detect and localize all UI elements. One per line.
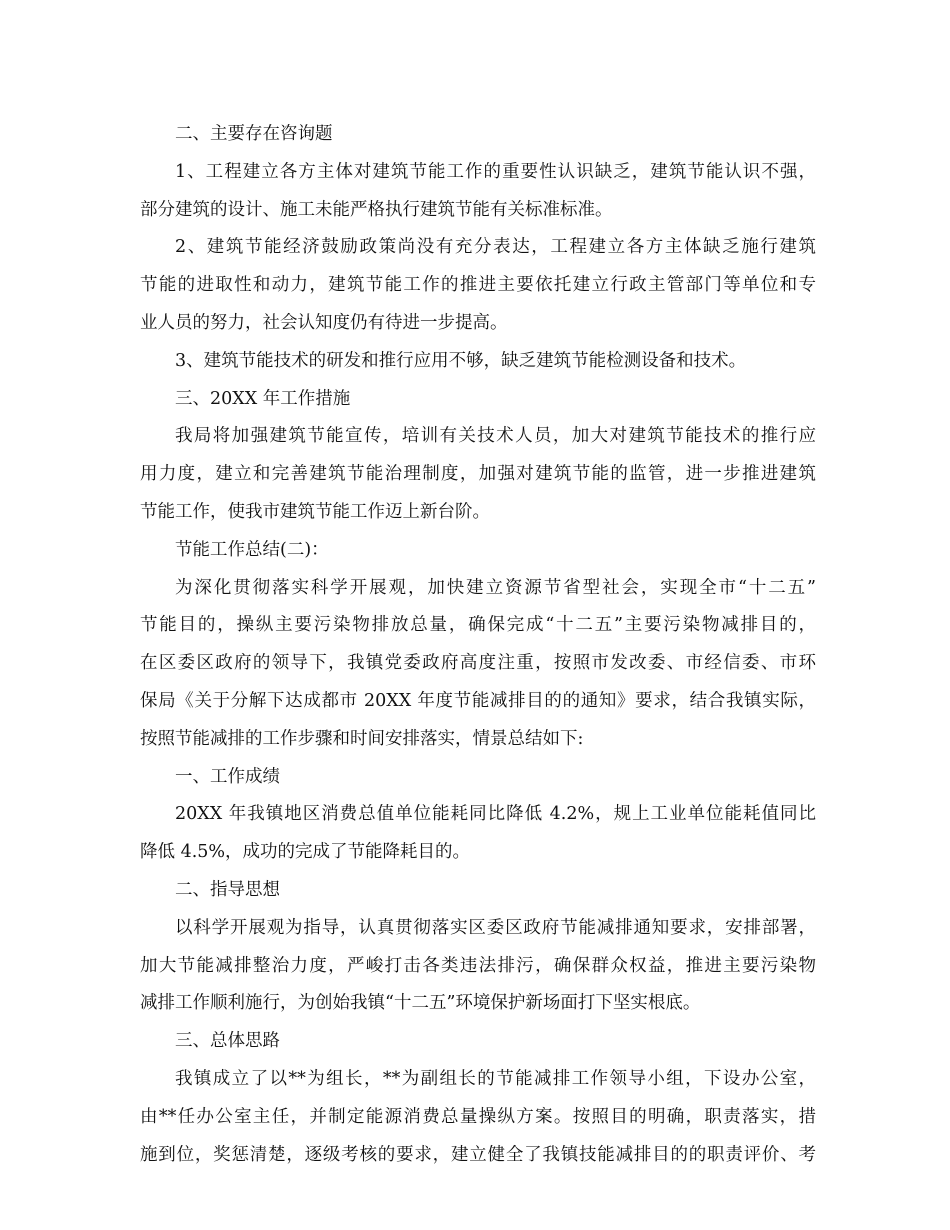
paragraph-line: 20XX 年我镇地区消费总值单位能耗同比降低 4.2%，规上工业单位能耗值同比 — [175, 804, 816, 825]
paragraph-line: 我镇成立了以**为组长，**为副组长的节能减排工作领导小组，下设办公室， — [175, 1068, 816, 1089]
paragraph-line: 我局将加强建筑节能宣传，培训有关技术人员，加大对建筑节能技术的推行应 — [175, 426, 816, 447]
paragraph-line: 由**任办公室主任，并制定能源消费总量操纵方案。按照目的明确，职责落实，措 — [140, 1106, 816, 1127]
section-heading: 二、指导思想 — [175, 879, 280, 900]
section-heading: 二、主要存在咨询题 — [175, 124, 333, 144]
paragraph-line: 2、建筑节能经济鼓励政策尚没有充分表达，工程建立各方主体缺乏施行建筑 — [175, 237, 816, 258]
paragraph-line: 节能目的，操纵主要污染物排放总量，确保完成“十二五”主要污染物减排目的， — [140, 615, 816, 636]
section-heading: 三、总体思路 — [175, 1031, 280, 1052]
paragraph-line: 降低 4.5%，成功的完成了节能降耗目的。 — [140, 842, 471, 863]
paragraph-line: 为深化贯彻落实科学开展观，加快建立资源节省型社会，实现全市“十二五” — [175, 577, 816, 598]
paragraph-line: 业人员的努力，社会认知度仍有待进一步提高。 — [140, 312, 508, 333]
paragraph-line: 在区委区政府的领导下，我镇党委政府高度注重，按照市发改委、市经信委、市环 — [140, 653, 816, 674]
paragraph-line: 用力度，建立和完善建筑节能治理制度，加强对建筑节能的监管，进一步推进建筑 — [140, 464, 816, 485]
paragraph-line: 施到位，奖惩清楚，逐级考核的要求，建立健全了我镇技能减排目的的职责评价、考 — [140, 1144, 816, 1165]
paragraph-line: 以科学开展观为指导，认真贯彻落实区委区政府节能减排通知要求，安排部署， — [175, 917, 816, 938]
section-heading: 三、20XX 年工作措施 — [175, 388, 351, 409]
section-heading: 一、工作成绩 — [175, 766, 280, 787]
paragraph-line: 3、建筑节能技术的研发和推行应用不够，缺乏建筑节能检测设备和技术。 — [175, 350, 747, 371]
paragraph-line: 部分建筑的设计、施工未能严格执行建筑节能有关标准标准。 — [140, 199, 613, 220]
paragraph-line: 按照节能减排的工作步骤和时间安排落实，情景总结如下: — [140, 728, 584, 749]
document-body — [140, 116, 816, 1174]
paragraph-line: 减排工作顺利施行，为创始我镇“十二五”环境保护新场面打下坚实根底。 — [140, 993, 701, 1014]
paragraph-line: 节能工作，使我市建筑节能工作迈上新台阶。 — [140, 501, 490, 522]
paragraph-line: 节能的进取性和动力，建筑节能工作的推进主要依托建立行政主管部门等单位和专 — [140, 275, 816, 296]
paragraph-line: 加大节能减排整治力度，严峻打击各类违法排污，确保群众权益，推进主要污染物 — [140, 955, 816, 976]
section-heading: 节能工作总结(二)： — [175, 539, 329, 560]
paragraph-line: 1、工程建立各方主体对建筑节能工作的重要性认识缺乏，建筑节能认识不强， — [175, 161, 816, 182]
paragraph-line: 保局《关于分解下达成都市 20XX 年度节能减排目的的通知》要求，结合我镇实际， — [140, 690, 816, 711]
